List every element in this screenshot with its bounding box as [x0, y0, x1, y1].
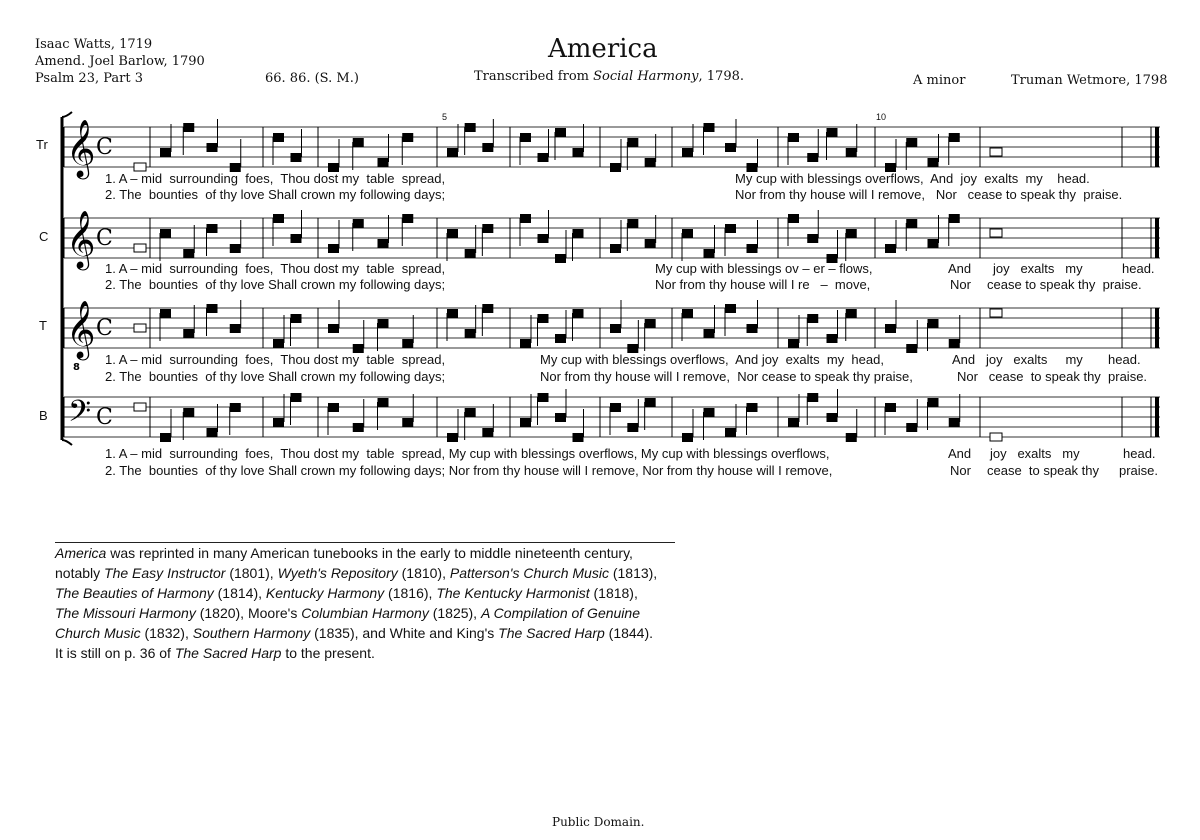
lyric: My cup with blessings overflows, And joy exalts my head. [735, 171, 1090, 186]
note-head [885, 244, 896, 253]
note-head [846, 309, 857, 318]
note-head [645, 398, 656, 407]
treble-clef-icon: 𝄞 [66, 300, 96, 358]
lyric: Nor [950, 277, 971, 292]
note-head [520, 214, 531, 223]
note-head [520, 133, 531, 142]
note-text: The Beauties of Harmony [55, 585, 214, 601]
note-head [906, 344, 917, 353]
lyric: cease to speak thy praise. [987, 277, 1142, 292]
lyric: 2. The bounties of thy love Shall crown my following days; [105, 277, 446, 292]
note-head [627, 138, 638, 147]
note-text: (1820), Moore's [195, 605, 302, 621]
lyric: joy exalts my [993, 261, 1083, 276]
note-head [465, 329, 476, 338]
whole-note [134, 244, 146, 252]
lyric: 1. A – mid surrounding foes, Thou dost my table spread, My cup with blessings overflows, My cup with blessings overflows, [105, 446, 830, 461]
note-head [447, 229, 458, 238]
note-head [402, 339, 413, 348]
note-head [807, 314, 818, 323]
note-head [447, 148, 458, 157]
note-line [55, 543, 675, 563]
historical-note [55, 542, 675, 663]
note-head [747, 403, 758, 412]
note-head [725, 143, 736, 152]
note-head [627, 423, 638, 432]
whole-note [990, 229, 1002, 237]
note-head [465, 123, 476, 132]
lyric: 2. The bounties of thy love Shall crown my following days; [105, 369, 446, 384]
note-head [183, 123, 194, 132]
note-head [555, 128, 566, 137]
note-text: (1801), [225, 565, 278, 581]
part-label-bass: B [39, 408, 48, 423]
note-head [183, 249, 194, 258]
note-text: (1814), [213, 585, 266, 601]
whole-note [990, 433, 1002, 441]
note-head [725, 224, 736, 233]
lyric: And [948, 446, 972, 461]
note-head [885, 324, 896, 333]
lyric: 1. A – mid surrounding foes, Thou dost my table spread, [105, 171, 446, 186]
part-label-treble: Tr [36, 137, 48, 152]
note-head [788, 214, 799, 223]
composer: Truman Wetmore, 1798 [1011, 73, 1168, 88]
note-head [328, 244, 339, 253]
note-head [482, 428, 493, 437]
note-text: The Sacred Harp [174, 645, 282, 661]
note-text: (1813), [608, 565, 658, 581]
note-text: The Sacred Harp [498, 625, 605, 641]
note-head [555, 413, 566, 422]
note-head [885, 403, 896, 412]
note-head [555, 334, 566, 343]
note-head [949, 214, 960, 223]
note-head [807, 234, 818, 243]
note-head [610, 244, 621, 253]
note-head [520, 418, 531, 427]
time-signature-icon: C [96, 316, 113, 341]
note-head [610, 163, 621, 172]
note-head [949, 418, 960, 427]
note-head [465, 408, 476, 417]
note-head [207, 428, 218, 437]
transcribed-source: Social Harmony [593, 69, 699, 84]
treble-clef-icon: 𝄞 [66, 210, 96, 268]
lyric: head. [1123, 446, 1156, 461]
note-head [627, 219, 638, 228]
note-head [291, 393, 302, 402]
note-head [906, 423, 917, 432]
note-head [482, 143, 493, 152]
note-head [538, 314, 549, 323]
time-signature-icon: C [96, 135, 113, 160]
key: A minor [913, 73, 966, 88]
part-label-counter: C [39, 229, 49, 244]
lyric: Nor from thy house will I remove, Nor cease to speak thy praise. [735, 187, 1123, 202]
octave-8-mark: 8 [73, 362, 80, 373]
lyric: My cup with blessings ov – er – flows, [655, 261, 873, 276]
note-head [682, 148, 693, 157]
lyric: 1. A – mid surrounding foes, Thou dost my table spread, [105, 261, 446, 276]
note-text: (1835), and White and King's [310, 625, 499, 641]
page-title: America [548, 34, 658, 64]
note-head [353, 138, 364, 147]
note-head [645, 239, 656, 248]
note-head [788, 418, 799, 427]
transcribed-prefix: Transcribed from [474, 69, 594, 84]
note-line [55, 583, 675, 603]
note-line [55, 603, 675, 623]
lyric: Nor cease to speak thy praise. [957, 369, 1148, 384]
meter: 66. 86. (S. M.) [265, 71, 359, 86]
note-head [447, 433, 458, 442]
note-head [827, 413, 838, 422]
note-head [353, 423, 364, 432]
note-head [645, 319, 656, 328]
note-head [704, 123, 715, 132]
note-head [725, 428, 736, 437]
note-head [949, 339, 960, 348]
note-text: A Compilation of Genuine [480, 605, 640, 621]
note-text: Southern Harmony [192, 625, 311, 641]
note-text: America [55, 545, 107, 561]
lyric: And joy exalts my head. [952, 352, 1141, 367]
amendment: Amend. Joel Barlow, 1790 [35, 54, 205, 69]
psalm: Psalm 23, Part 3 [35, 71, 143, 86]
note-text: The Easy Instructor [104, 565, 226, 581]
note-head [555, 254, 566, 263]
note-head [538, 393, 549, 402]
note-head [230, 324, 241, 333]
whole-note [134, 163, 146, 171]
note-head [378, 319, 389, 328]
note-head [906, 138, 917, 147]
treble-clef-icon: 𝄞 [66, 119, 96, 177]
lyric: cease to speak thy [987, 463, 1100, 478]
note-head [160, 309, 171, 318]
note-text: The Missouri Harmony [55, 605, 196, 621]
lyric: head. [1122, 261, 1155, 276]
note-text: The Kentucky Harmonist [436, 585, 590, 601]
whole-note [134, 403, 146, 411]
note-head [906, 219, 917, 228]
note-head [230, 244, 241, 253]
lyric: 2. The bounties of thy love Shall crown my following days; Nor from thy house will I remove, Nor from thy house will I remove, [105, 463, 833, 478]
note-head [928, 398, 939, 407]
note-head [788, 133, 799, 142]
transcribed-suffix: , 1798. [698, 69, 744, 84]
whole-note [134, 324, 146, 332]
note-text: was reprinted in many American tunebooks in the early to middle nineteenth century, [106, 545, 633, 561]
lyric: Nor from thy house will I re – move, [655, 277, 871, 292]
note-head [846, 433, 857, 442]
note-head [573, 433, 584, 442]
note-head [402, 214, 413, 223]
note-head [378, 239, 389, 248]
note-line [55, 643, 675, 663]
note-head [538, 234, 549, 243]
note-head [291, 314, 302, 323]
note-head [402, 133, 413, 142]
note-head [573, 148, 584, 157]
note-head [160, 148, 171, 157]
note-head [378, 398, 389, 407]
note-head [807, 153, 818, 162]
note-head [402, 418, 413, 427]
lyric: Nor [950, 463, 971, 478]
note-text: to the present. [281, 645, 375, 661]
footer-copyright: Public Domain. [552, 815, 645, 829]
note-head [704, 408, 715, 417]
note-head [482, 224, 493, 233]
note-text: (1810), [397, 565, 450, 581]
note-head [273, 418, 284, 427]
note-head [747, 324, 758, 333]
time-signature-icon: C [96, 405, 113, 430]
note-head [207, 224, 218, 233]
note-text: Columbian Harmony [301, 605, 429, 621]
note-text: (1844). [604, 625, 654, 641]
bracket-hook [62, 112, 72, 117]
note-text: (1825), [428, 605, 481, 621]
note-head [747, 244, 758, 253]
note-head [610, 324, 621, 333]
note-head [788, 339, 799, 348]
note-head [273, 214, 284, 223]
note-head [807, 393, 818, 402]
lyric: And [948, 261, 972, 276]
note-head [183, 329, 194, 338]
note-head [573, 229, 584, 238]
note-text: Wyeth's Repository [277, 565, 398, 581]
part-label-tenor: T [39, 318, 47, 333]
bracket-hook [62, 440, 72, 445]
note-line [55, 623, 675, 643]
note-line [55, 563, 675, 583]
lyric: My cup with blessings overflows, And joy exalts my head, [540, 352, 884, 367]
note-text: Patterson's Church Music [449, 565, 609, 581]
note-text: Kentucky Harmony [265, 585, 385, 601]
note-text: (1832), [140, 625, 193, 641]
note-head [447, 309, 458, 318]
note-head [207, 143, 218, 152]
note-text: (1818), [589, 585, 638, 601]
note-head [645, 158, 656, 167]
note-head [573, 309, 584, 318]
note-head [827, 128, 838, 137]
note-head [482, 304, 493, 313]
note-head [725, 304, 736, 313]
lyric: joy exalts my [990, 446, 1080, 461]
note-text: (1816), [384, 585, 437, 601]
bass-clef-icon: 𝄢 [68, 395, 92, 436]
note-head [928, 158, 939, 167]
whole-note [990, 148, 1002, 156]
note-head [827, 334, 838, 343]
note-head [273, 133, 284, 142]
note-head [291, 153, 302, 162]
note-head [682, 433, 693, 442]
note-head [704, 329, 715, 338]
measure-number: 10 [876, 112, 887, 122]
note-text: It is still on p. 36 of [55, 645, 175, 661]
lyric: 2. The bounties of thy love Shall crown my following days; [105, 187, 446, 202]
note-head [682, 309, 693, 318]
note-head [183, 408, 194, 417]
note-head [378, 158, 389, 167]
whole-note [990, 309, 1002, 317]
note-head [465, 249, 476, 258]
time-signature-icon: C [96, 226, 113, 251]
author: Isaac Watts, 1719 [35, 37, 153, 52]
note-head [704, 249, 715, 258]
note-head [273, 339, 284, 348]
note-text: notably [55, 565, 105, 581]
note-head [846, 148, 857, 157]
note-head [353, 219, 364, 228]
note-head [160, 229, 171, 238]
note-head [207, 304, 218, 313]
note-head [328, 324, 339, 333]
note-head [538, 153, 549, 162]
note-head [160, 433, 171, 442]
note-text: Church Music [55, 625, 141, 641]
note-head [520, 339, 531, 348]
note-head [846, 229, 857, 238]
lyric: praise. [1119, 463, 1159, 478]
note-head [949, 133, 960, 142]
note-head [291, 234, 302, 243]
lyric: Nor from thy house will I remove, Nor cease to speak thy praise, [540, 369, 913, 384]
note-head [928, 319, 939, 328]
measure-number: 5 [442, 112, 448, 122]
note-head [928, 239, 939, 248]
note-head [328, 403, 339, 412]
lyric: 1. A – mid surrounding foes, Thou dost my table spread, [105, 352, 446, 367]
note-head [230, 403, 241, 412]
note-head [682, 229, 693, 238]
note-head [610, 403, 621, 412]
